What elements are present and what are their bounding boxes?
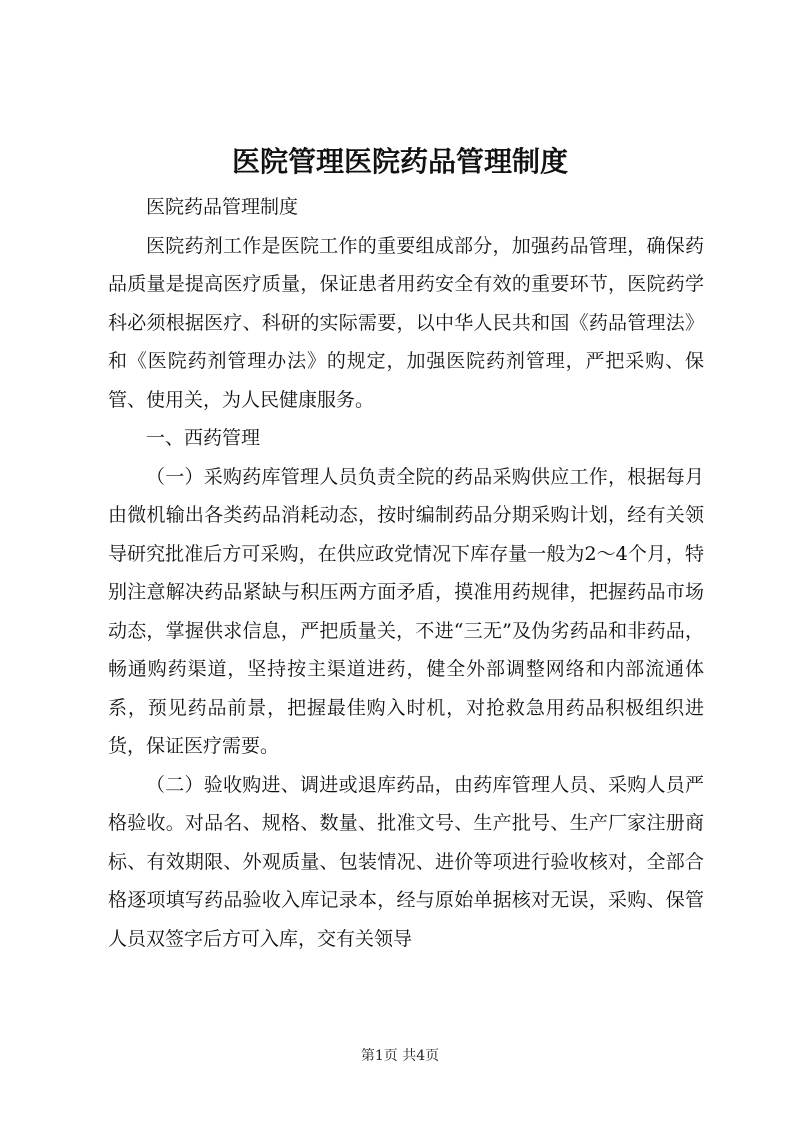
document-body [108,188,704,958]
paragraph-acceptance: （二）验收购进、调进或退库药品，由药库管理人员、采购人员严格验收。对品名、规格、数量、批准文号、生产批号、生产厂家注册商标、有效期限、外观质量、包装情况、进价等项进行验收核对，全部合格逐项填写药品验收入库记录本，经与原始单据核对无误，采购、保管人员双签字后方可入库，交有关领导 [108,773,704,950]
document-title: 医院管理医院药品管理制度 [231,145,568,178]
paragraph-subtitle: 医院药品管理制度 [146,196,299,218]
paragraph-intro: 医院药剂工作是医院工作的重要组成部分，加强药品管理，确保药品质量是提高医疗质量，保证患者用药安全有效的重要环节，医院药学科必须根据医疗、科研的实际需要，以中华人民共和国《药品管理法》和《医院药剂管理办法》的规定，加强医院药剂管理，严把采购、保管、使用关，为人民健康服务。 [108,234,704,411]
page-footer: 第1页 共4页 [360,1048,440,1064]
paragraph-procurement: （一）采购药库管理人员负责全院的药品采购供应工作，根据每月由微机输出各类药品消耗动态，按时编制药品分期采购计划，经有关领导研究批准后方可采购，在供应政党情况下库存量一般为2～4个月，特别注意解决药品紧缺与积压两方面矛盾，摸准用药规律，把握药品市场动态，掌握供求信息，严把质量关，不进“三无”及伪劣药品和非药品，畅通购药渠道，坚持按主渠道进药，健全外部调整网络和内部流通体系，预见药品前景，把握最佳购入时机，对抢救急用药品积极组织进货，保证医疗需要。 [108,465,704,757]
section-heading-western-medicine: 一、西药管理 [146,427,261,449]
